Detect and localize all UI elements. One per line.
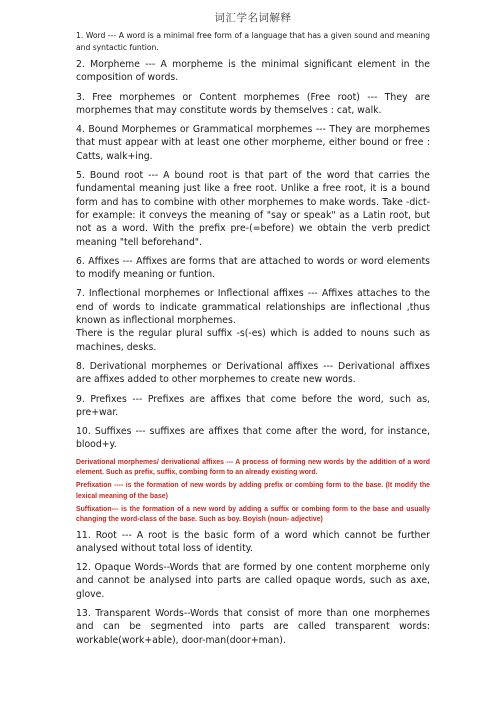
paragraph-derivational-morphemes: 8. Derivational morphemes or Derivational affixes --- Derivational affixes are affixes added to other morphemes to create new words.: [76, 360, 430, 386]
document-page: [76, 10, 430, 653]
paragraph-word: 1. Word --- A word is a minimal free form of a language that has a given sound and meaning and syntactic funtion.: [76, 31, 430, 52]
note-prefixation: Prefixation ---- is the formation of new words by adding prefix or combing form to the base. (It modify the lexical meaning of the base): [76, 482, 430, 500]
paragraph-free-morphemes: 3. Free morphemes or Content morphemes (Free root) --- They are morphemes that may constitute words by themselves : cat, walk.: [76, 91, 430, 116]
paragraph-morpheme: 2. Morpheme --- A morpheme is the minimal significant element in the composition of words.: [76, 59, 430, 84]
paragraph-prefixes: 9. Prefixes --- Prefixes are affixes that come before the word, such as, pre+war.: [76, 393, 430, 418]
paragraph-transparent-words: 13. Transparent Words--Words that consist of more than one morphemes and can be segmented into parts are called transparent words: workable(work+able), door-man(door+man).: [76, 607, 430, 646]
paragraph-inflectional-morphemes: 7. Inflectional morphemes or Inflectional affixes --- Affixes attaches to the end of words to indicate grammatical relationships are inflectional ,thus known as inflectional morphemes.: [76, 288, 430, 327]
paragraph-suffixes: 10. Suffixes --- suffixes are affixes that come after the word, for instance, blood+y.: [76, 426, 430, 451]
paragraph-root: 11. Root --- A root is the basic form of a word which cannot be further analysed without total loss of identity.: [76, 529, 430, 554]
note-suffixation: Suffixation--- is the formation of a new word by adding a suffix or combing form to the base and usually changing the word-class of the base. Such as boy. Boyish (noun- adjective): [76, 505, 430, 524]
paragraph-affixes: 6. Affixes --- Affixes are forms that are attached to words or word elements to modify meaning or funtion.: [76, 255, 430, 281]
page-title: 词汇学名词解释: [214, 12, 292, 24]
paragraph-opaque-words: 12. Opaque Words--Words that are formed by one content morpheme only and cannot be analysed into parts are called opaque words, such as axe, glove.: [76, 562, 430, 600]
paragraph-bound-root: 5. Bound root --- A bound root is that part of the word that carries the fundamental meaning just like a free root. Unlike a free root, it is a bound form and has to combine with other morphemes to make words. Take -dict- for example: it conveys the meaning of "say or speak" as a Latin root, but not as a word. With the prefix pre-(=before) we obtain the verb predict meaning "tell beforehand".: [76, 170, 430, 248]
paragraph-bound-morphemes: 4. Bound Morphemes or Grammatical morphemes --- They are morphemes that must appear with at least one other morpheme, either bound or free : Catts, walk+ing.: [76, 124, 430, 162]
paragraph-plural-suffix: There is the regular plural suffix -s(-es) which is added to nouns such as machines, desks.: [76, 328, 430, 353]
note-derivational-affixes: Derivational morphemes/ derivational affixes --- A process of forming new words by the addition of a word element. Such as prefix, suffix, combing form to an already existing word.: [76, 458, 430, 477]
